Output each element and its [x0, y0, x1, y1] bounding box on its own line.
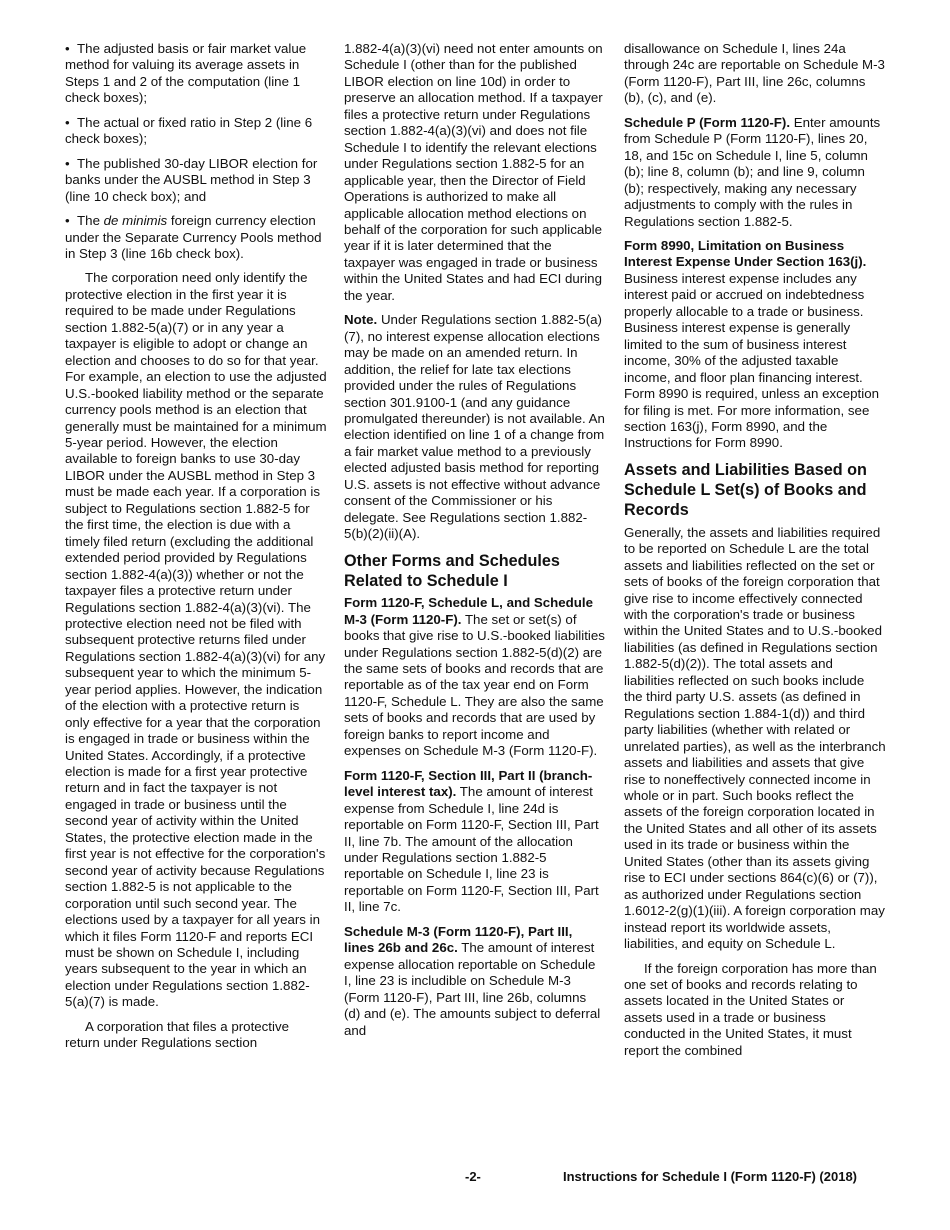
paragraph-assets-liabilities: Generally, the assets and liabilities required to be reported on Schedule L are the total assets and liabilities reflected on the set or sets of books of the foreign corporation that give rise to income effectively connected with the corporation's trade or business within the United States and to U.S.-booked liabilities (as defined in Regulations section 1.882-5(d)(2)). The total assets and liabilities reflected on such books include the third party U.S. assets (as defined in Regulations section 1.884-1(d)) and third party liabilities (whether with related or unrelated parties), as well as the interbranch assets and liabilities and assets that give rise to noneffectively connected income in whole or in part. Such books reflect the assets of the foreign corporation located in the United States and all other of its assets used in its trade or business within the United States (other than its assets giving rise to ECI under sections 864(c)(6) or (7)), as authorized under Regulations section 1.6012-2(g)(1)(iii). A foreign corporation may instead report its worldwide assets, liabilities, and equity on Schedule L.: [624, 524, 886, 952]
section-schedule-l-m3: [344, 595, 606, 760]
column-right: [624, 41, 886, 1067]
bullet-valuation-method: • The adjusted basis or fair market value method for valuing its average assets in Steps 1 and 2 of the computation (line 1 check boxes);: [65, 41, 327, 107]
section-schedule-l-m3-text: The set or set(s) of books that give rise to U.S.-booked liabilities under Regulations section 1.882-5(d)(2) are the same sets of books and records that are reportable as of the tax year end on Form 1120-F, Schedule L. They are also the same sets of books and records that are used by foreign banks to report income and expenses on Schedule M-3 (Form 1120-F).: [344, 611, 605, 759]
paragraph-protective-election: The corporation need only identify the protective election in the first year it is required to be made under Regulations section 1.882-5(a)(7) or in any year a taxpayer is eligible to adopt or change an election and chooses to do so for that year. For example, an election to use the adjusted U.S.-booked liability method or the separate currency pools method is an election that generally must be maintained for a minimum 5-year period. However, the election available to foreign banks to use 30-day LIBOR under the AUSBL method in Step 3 must be made each year. If a corporation is subject to Regulations section 1.882-5 for the first time, the election is due with a timely filed return (excluding the additional extended period provided by Regulations section 1.882-4(a)(3)) whether or not the taxpayer files a protective return under Regulations section 1.882-4(a)(3)(vi). The protective election need not be filed with subsequent protective returns filed under Regulations section 1.882-4(a)(3)(vi) for any subsequent year to which the minimum 5-year period applies. However, the indication of the election with a protective return is only effective for a year that the corporation is engaged in trade or business within the United States. Accordingly, if a protective election is made for a first year protective return and in fact the taxpayer is not engaged in trade or business until the second year of activity within the United States, the protective election made in the first year is not effective for the corporation's second year of activity because Regulations section 1.882-5 is not applicable to the corporation until such second year. The elections used by a taxpayer for all years in which it files Form 1120-F and reports ECI must be shown on Schedule I, including years subsequent to the year in which an election under Regulations section 1.882-5(a)(7) is made.: [65, 270, 327, 1010]
section-m3-part-iii: [344, 924, 606, 1039]
note-text: Under Regulations section 1.882-5(a)(7), no interest expense allocation elections may be made on an amended return. In addition, the relief for late tax elections provided under the rules of Regulations section 301.9100-1 (and any guidance promulgated thereunder) is not available. An election identified on line 1 of a change from a fair market value method to a previously elected adjusted basis method for reporting U.S. assets is not effective without advance consent of the Commissioner or his delegate. See Regulations section 1.882-5(b)(2)(ii)(A).: [344, 312, 605, 542]
footer-title: Instructions for Schedule I (Form 1120-F) (2018): [563, 1169, 858, 1184]
section-form-8990-label: Form 8990, Limitation on Business Interest Expense Under Section 163(j).: [624, 237, 867, 270]
bullet-libor-election: • The published 30-day LIBOR election for banks under the AUSBL method in Step 3 (line 10 check box); and: [65, 156, 327, 205]
section-form-8990: [624, 238, 886, 452]
section-schedule-p-label: Schedule P (Form 1120-F).: [624, 114, 791, 130]
column-left: [65, 41, 327, 1060]
heading-assets-liabilities: Assets and Liabilities Based on Schedule L Set(s) of Books and Records: [624, 460, 867, 520]
column-middle: [344, 41, 606, 1047]
paragraph-protective-return: A corporation that files a protective return under Regulations section: [65, 1018, 289, 1051]
paragraph-multiple-books: If the foreign corporation has more than one set of books and records relating to assets located in the United States or assets used in a trade or business conducted in the United States, it must report the combined: [624, 960, 877, 1058]
paragraph-schedule-amounts: 1.882-4(a)(3)(vi) need not enter amounts on Schedule I (other than for the published LIBOR election on line 10d) in order to preserve an allocation method. If a taxpayer files a protective return under Regulations section 1.882-4(a)(3)(vi) and does not file Schedule I to identify the relevant elections under Regulations section 1.882-5 for an applicable year, then the Director of Field Operations is authorized to make all applicable allocation method elections on behalf of the corporation for such applicable year if it is later determined that the taxpayer was engaged in trade or business within the United States and had ECI during the year.: [344, 41, 603, 303]
section-branch-interest-tax-text: The amount of interest expense from Schedule I, line 24d is reportable on Form 1120-F, Section III, Part II, line 7b. The amount of the allocation under Regulations section 1.882-5 reportable on Schedule I, line 23 is reportable on Form 1120-F, Section III, Part II, line 7c.: [344, 784, 599, 915]
section-schedule-p-text: Enter amounts from Schedule P (Form 1120-F), lines 20, 18, and 15c on Schedule I, line 5, column (b); line 8, column (b); and line 9, column (b); respectively, making any necessary adjustments to comply with the rules in Regulations section 1.882-5.: [624, 114, 881, 229]
note-label: Note.: [344, 312, 378, 328]
heading-other-forms: Other Forms and Schedules Related to Schedule I: [344, 551, 560, 590]
section-m3-part-iii-text: The amount of interest expense allocation reportable on Schedule I, line 23 is includible on Schedule M-3 (Form 1120-F), Part III, line 26b, columns (d) and (e). The amounts subject to deferral and: [344, 940, 601, 1038]
section-branch-interest-tax: [344, 768, 606, 916]
section-form-8990-text: Business interest expense includes any interest paid or accrued on indebtedness properly allocable to a trade or business. Business interest expense is generally limited to the sum of business interest income, 30% of the adjusted taxable income, and floor plan financing interest. Form 8990 is required, unless an exception for filing is met. For more information, see section 163(j), Form 8990, and the Instructions for Form 8990.: [624, 270, 879, 451]
section-branch-interest-tax-label: Form 1120-F, Section III, Part II (branch-level interest tax).: [344, 767, 593, 800]
bullet-de-minimis-pre: The: [77, 213, 104, 229]
page-number: -2-: [465, 1169, 481, 1184]
bullet-de-minimis-em: de minimis: [103, 213, 168, 229]
bullet-de-minimis-post: foreign currency election under the Separate Currency Pools method in Step 3 (line 16b check box).: [65, 213, 322, 261]
bullet-ratio: • The actual or fixed ratio in Step 2 (line 6 check boxes);: [65, 115, 327, 148]
note-paragraph: [344, 312, 606, 542]
section-schedule-l-m3-label: Form 1120-F, Schedule L, and Schedule M-3 (Form 1120-F).: [344, 595, 594, 627]
section-schedule-p: [624, 115, 886, 230]
paragraph-disallowance: disallowance on Schedule I, lines 24a through 24c are reportable on Schedule M-3 (Form 1120-F), Part III, line 26c, columns (b), (c), and (e).: [624, 41, 885, 106]
bullet-de-minimis: [65, 213, 327, 262]
section-m3-part-iii-label: Schedule M-3 (Form 1120-F), Part III, lines 26b and 26c.: [344, 923, 573, 956]
